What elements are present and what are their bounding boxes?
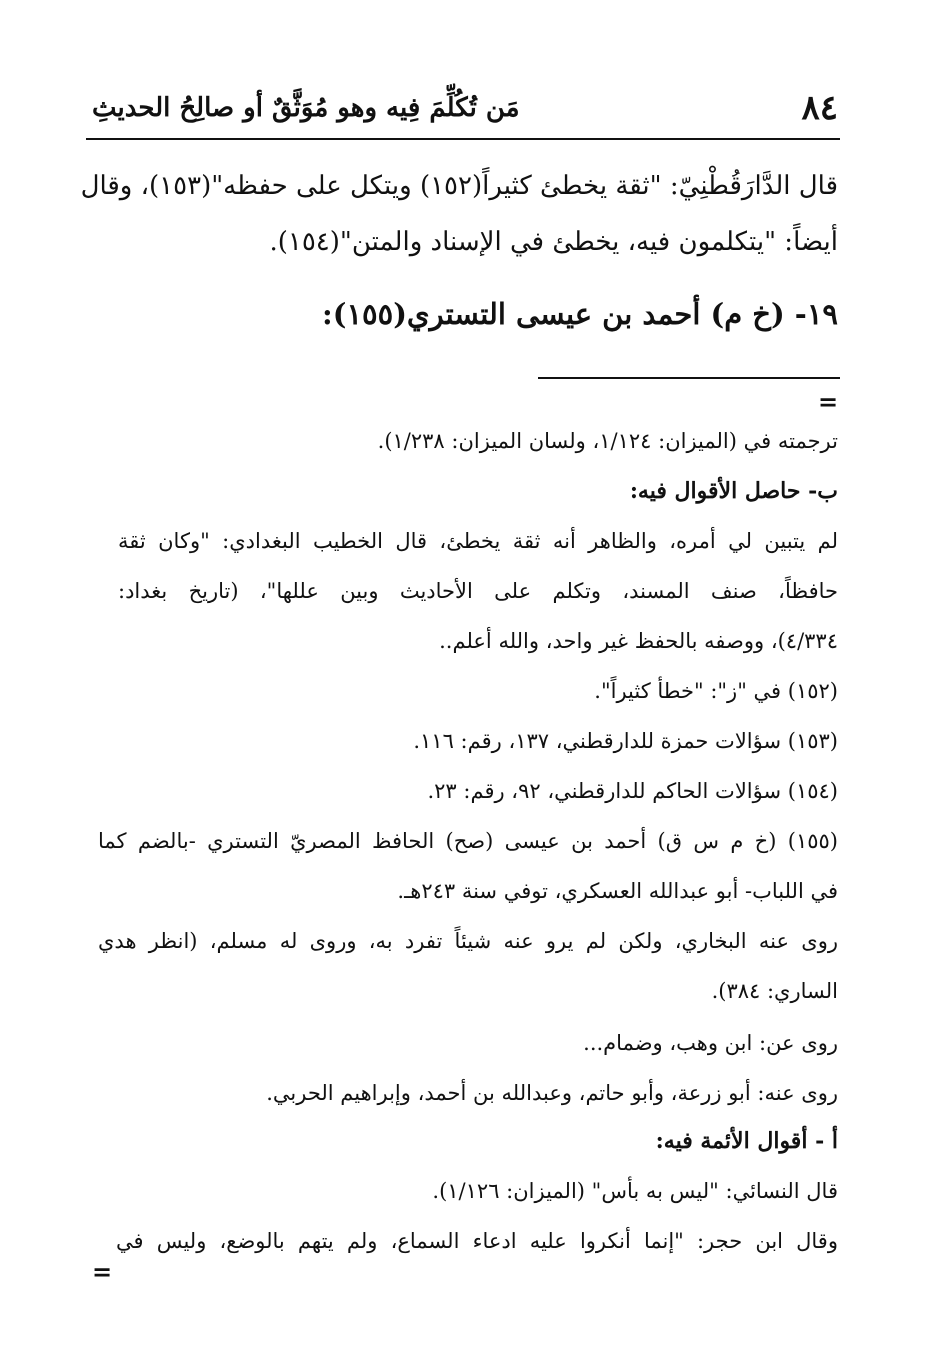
footnote-line: روى عنه: أبو زرعة، وأبو حاتم، وعبدالله بن أحمد، وإبراهيم الحربي. [266,1081,838,1105]
entry-heading: ١٩- (خ م) أحمد بن عيسى التستري(١٥٥): [322,297,838,331]
footnote-rule [538,377,840,379]
footnote-line: روى عنه البخاري، ولكن لم يرو عنه شيئاً تفرد به، وروى له مسلم، (انظر هدي [98,929,838,953]
continuation-mark-bottom: = [91,1257,113,1286]
footnote-line: (١٥٣) سؤالات حمزة للدارقطني، ١٣٧، رقم: ١١٦. [413,729,838,753]
footnote-line: ترجمته في (الميزان: ١/١٢٤، ولسان الميزان: ١/٢٣٨). [377,429,838,453]
footnote-line: قال النسائي: "ليس به بأس" (الميزان: ١/١٢٦). [432,1179,838,1203]
footnote-line: ٤/٣٣٤)، ووصفه بالحفظ غير واحد، والله أعلم.. [439,629,838,653]
body-line-2: أيضاً: "يتكلمون فيه، يخطئ في الإسناد والمتن"(١٥٤). [269,227,838,257]
footnote-line: وقال ابن حجر: "إنما أنكروا عليه ادعاء السماع، ولم يتهم بالوضع، وليس في [116,1229,838,1253]
running-title: مَن تُكُلِّمَ فِيه وهو مُوَثَّقٌ أو صالِحُ الحديثِ [92,93,520,123]
footnote-subheading: أ - أقوال الأئمة فيه: [655,1128,838,1154]
footnote-line: الساري: ٣٨٤). [711,979,838,1003]
footnote-line: روى عن: ابن وهب، وضمام... [583,1031,838,1055]
body-line-1: قال الدَّارَقُطْنِيّ: "ثقة يخطئ كثيراً(١٥٢) ويتكل على حفظه"(١٥٣)، وقال [80,171,838,201]
header-rule [86,138,840,140]
page-header [92,82,838,134]
footnote-line: (١٥٤) سؤالات الحاكم للدارقطني، ٩٢، رقم: ٢٣. [427,779,838,803]
page-number: ٨٤ [801,88,838,128]
footnote-subheading: ب- حاصل الأقوال فيه: [629,478,838,504]
footnote-line: (١٥٥) (خ م س ق) أحمد بن عيسى (صح) الحافظ المصريّ التستري -بالضم كما [98,829,838,853]
footnote-line: في اللباب- أبو عبدالله العسكري، توفي سنة ٢٤٣هـ. [397,879,838,903]
footnote-line: حافظاً، صنف المسند، وتكلم على الأحاديث وبين عللها"، (تاريخ بغداد: [118,579,838,603]
footnote-line: (١٥٢) في "ز": "خطأ كثيراً". [594,679,838,703]
footnote-line: لم يتبين لي أمره، والظاهر أنه ثقة يخطئ، قال الخطيب البغدادي: "وكان ثقة [118,529,838,553]
continuation-mark-top: = [817,387,839,416]
